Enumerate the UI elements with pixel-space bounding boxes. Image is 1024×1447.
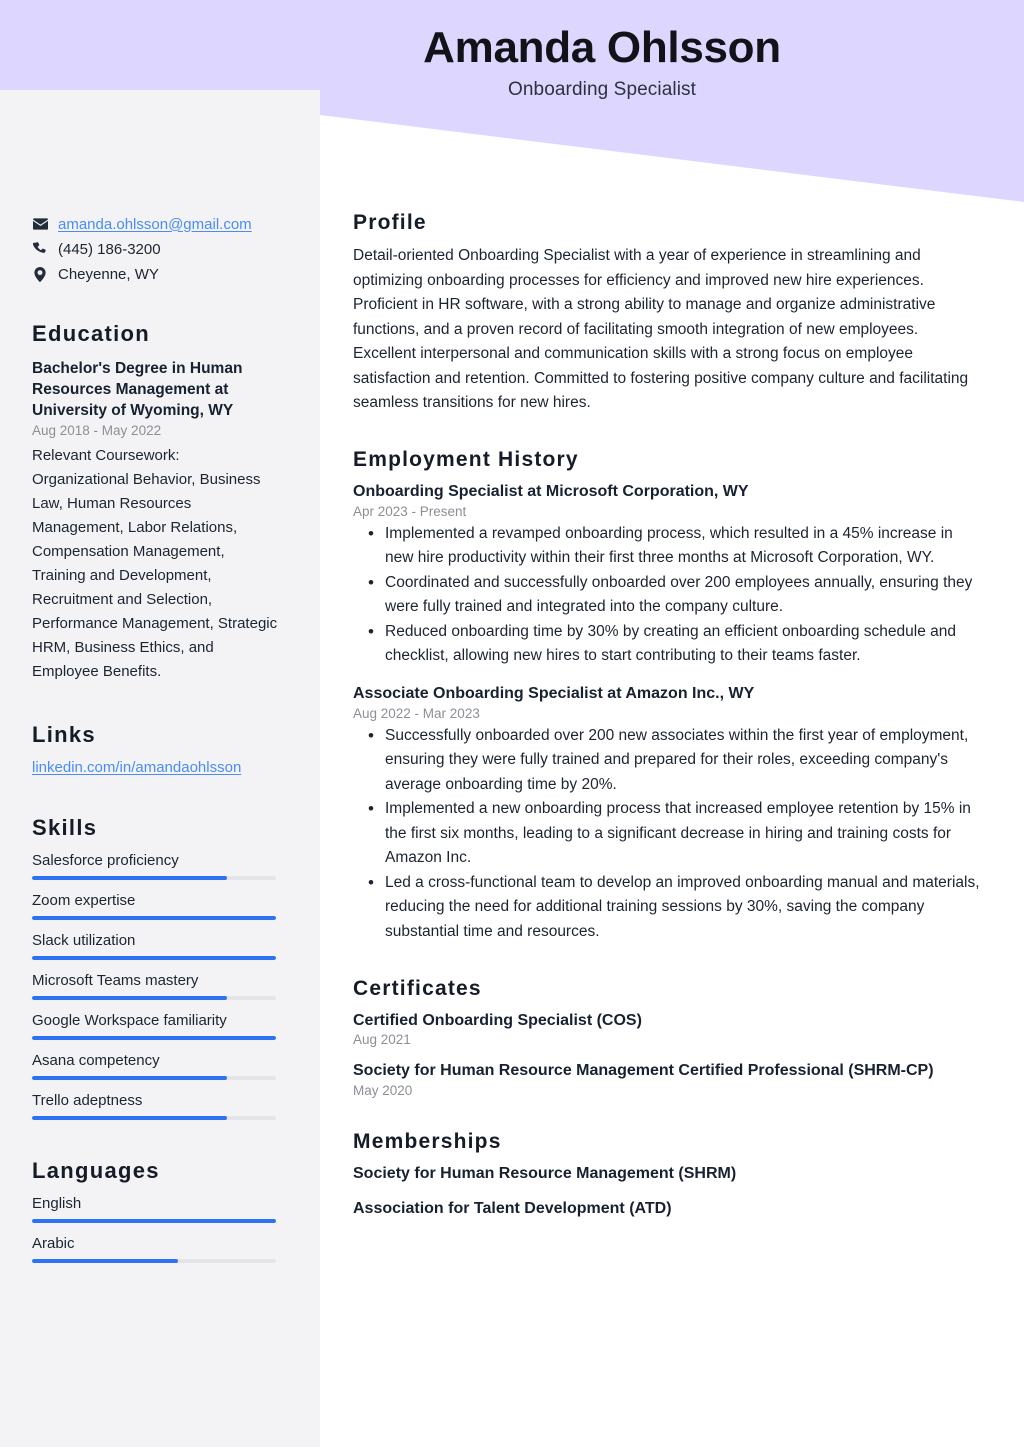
job-title: Associate Onboarding Specialist at Amazon Inc., WY	[353, 684, 755, 702]
employment-heading: Employment History	[353, 447, 579, 471]
language-bar-track	[32, 1219, 276, 1223]
skill-item	[32, 892, 280, 920]
skill-bar-track	[32, 1036, 276, 1040]
certificates-list	[353, 1010, 983, 1098]
skill-bar-track	[32, 956, 276, 960]
job-subtitle: Onboarding Specialist	[508, 79, 696, 101]
skill-label: Salesforce proficiency	[32, 852, 179, 870]
job-entry	[353, 481, 983, 669]
certificate-date: Aug 2021	[353, 1032, 411, 1048]
location-pin-icon	[32, 265, 48, 283]
education-heading: Education	[32, 321, 151, 346]
certificates-heading: Certificates	[353, 976, 482, 1000]
memberships-list	[353, 1163, 983, 1220]
jobs-list	[353, 481, 983, 945]
skill-bar-track	[32, 916, 276, 920]
skill-bar-track	[32, 876, 276, 880]
skill-item	[32, 1012, 280, 1040]
language-item	[32, 1195, 280, 1223]
certificates-section	[353, 977, 983, 1098]
skill-label: Slack utilization	[32, 932, 136, 950]
membership-entry: Society for Human Resource Management (SHRM)	[353, 1164, 737, 1182]
skill-bar-track	[32, 1116, 276, 1120]
skill-bar-fill	[32, 996, 227, 1000]
certificate-entry	[353, 1010, 983, 1048]
skills-section	[32, 815, 280, 1120]
page-title: Amanda Ohlsson	[423, 23, 781, 72]
skill-label: Zoom expertise	[32, 892, 136, 910]
sidebar	[32, 215, 280, 1275]
main-column	[353, 211, 983, 1220]
job-date: Aug 2022 - Mar 2023	[353, 705, 480, 721]
location-text: Cheyenne, WY	[58, 265, 159, 283]
certificate-entry	[353, 1060, 983, 1098]
education-entry-title: Bachelor's Degree in Human Resources Management at University of Wyoming, WY	[32, 360, 243, 420]
languages-list	[32, 1195, 280, 1263]
job-bullet-list	[353, 724, 983, 945]
employment-section	[353, 448, 983, 945]
skill-label: Asana competency	[32, 1052, 160, 1070]
language-item	[32, 1235, 280, 1263]
certificate-date: May 2020	[353, 1082, 413, 1098]
job-bullet: • Led a cross-functional team to develop an improved onboarding manual and materials, reducing the need for additional training sessions by 30%, saving the company substantial time and resources.	[385, 871, 983, 945]
skill-item	[32, 852, 280, 880]
skill-bar-fill	[32, 1076, 227, 1080]
education-entry	[32, 358, 280, 684]
job-date: Apr 2023 - Present	[353, 503, 467, 519]
profile-heading: Profile	[353, 211, 427, 234]
skill-bar-fill	[32, 916, 276, 920]
links-section	[32, 722, 280, 777]
skill-bar-fill	[32, 956, 276, 960]
skill-item	[32, 1052, 280, 1080]
skill-label: Microsoft Teams mastery	[32, 972, 199, 990]
language-label: Arabic	[32, 1235, 75, 1253]
email-link[interactable]: amanda.ohlsson@gmail.com	[58, 215, 252, 233]
contact-location-row	[32, 265, 280, 283]
linkedin-link[interactable]: linkedin.com/in/amandaohlsson	[32, 759, 242, 777]
skills-heading: Skills	[32, 815, 98, 841]
job-bullet: • Implemented a new onboarding process that increased employee retention by 15% in the first six months, leading to a significant decrease in hiring and training costs for Amazon Inc.	[385, 797, 983, 871]
skill-label: Google Workspace familiarity	[32, 1012, 227, 1030]
job-bullet: • Coordinated and successfully onboarded over 200 employees annually, ensuring they were fully trained and integrated into the company culture.	[385, 571, 983, 620]
contact-email-row	[32, 215, 280, 233]
job-entry	[353, 683, 983, 945]
envelope-icon	[32, 215, 48, 233]
skill-bar-fill	[32, 876, 227, 880]
certificate-title: Society for Human Resource Management Certified Professional (SHRM-CP)	[353, 1062, 934, 1080]
language-bar-fill	[32, 1259, 178, 1263]
header-text-block	[0, 24, 1024, 101]
job-title: Onboarding Specialist at Microsoft Corporation, WY	[353, 482, 749, 500]
skill-item	[32, 1092, 280, 1120]
links-heading: Links	[32, 722, 96, 748]
contact-block	[32, 215, 280, 283]
certificate-title: Certified Onboarding Specialist (COS)	[353, 1011, 642, 1029]
education-section	[32, 321, 280, 684]
job-bullet: • Reduced onboarding time by 30% by creating an efficient onboarding schedule and checklist, allowing new hires to start contributing to their teams faster.	[385, 620, 983, 669]
language-bar-fill	[32, 1219, 276, 1223]
language-label: English	[32, 1195, 82, 1213]
memberships-heading: Memberships	[353, 1129, 502, 1153]
skill-bar-track	[32, 1076, 276, 1080]
education-entry-body: Relevant Coursework: Organizational Behavior, Business Law, Human Resources Management, Labor Relations, Compensation Management, Training and Development, Recruitment and Selection, Performance Management, Strategic HRM, Business Ethics, and Employee Benefits.	[32, 447, 278, 681]
job-bullet: • Successfully onboarded over 200 new associates within the first year of employment, ensuring they were fully trained and prepared for their roles, exceeding company's average onboarding time by 20%.	[385, 724, 983, 798]
contact-phone-row	[32, 240, 280, 258]
phone-number: (445) 186-3200	[58, 240, 161, 258]
language-bar-track	[32, 1259, 276, 1263]
profile-text: Detail-oriented Onboarding Specialist with a year of experience in streamlining and optimizing onboarding processes for efficiency and improved new hire experiences. Proficient in HR software, with a strong ability to manage and organize administrative functions, and a proven record of facilitating smooth integration of new employees. Excellent interpersonal and communication skills with a strong focus on employee satisfaction and retention. Committed to fostering positive company culture and facilitating seamless transitions for new hires.	[353, 247, 969, 412]
skill-item	[32, 932, 280, 960]
education-entry-date: Aug 2018 - May 2022	[32, 423, 162, 439]
languages-section	[32, 1158, 280, 1263]
skill-label: Trello adeptness	[32, 1092, 143, 1110]
memberships-section	[353, 1130, 983, 1220]
job-bullet-list	[353, 522, 983, 669]
phone-icon	[32, 240, 48, 258]
skill-bar-track	[32, 996, 276, 1000]
languages-heading: Languages	[32, 1158, 160, 1184]
skill-bar-fill	[32, 1116, 227, 1120]
job-bullet: • Implemented a revamped onboarding process, which resulted in a 45% increase in new hire productivity within their first three months at Microsoft Corporation, WY.	[385, 522, 983, 571]
skills-list	[32, 852, 280, 1120]
membership-entry: Association for Talent Development (ATD)	[353, 1200, 672, 1218]
profile-section	[353, 211, 983, 416]
skill-item	[32, 972, 280, 1000]
skill-bar-fill	[32, 1036, 276, 1040]
